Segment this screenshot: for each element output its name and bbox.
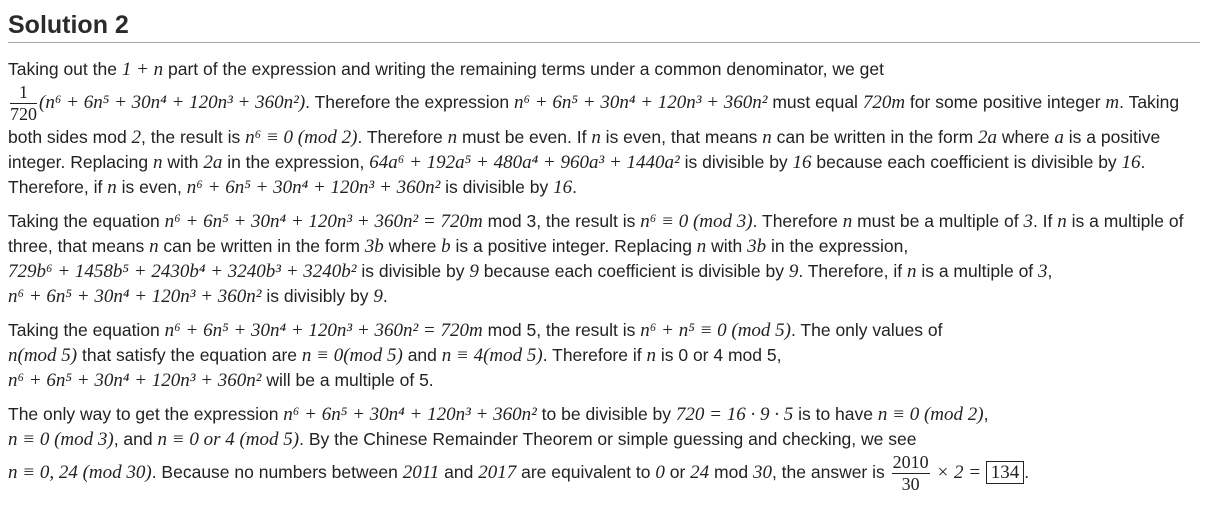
text: mod 5, the result is — [482, 320, 641, 340]
math: 2 — [131, 127, 142, 148]
text: Taking out the — [8, 59, 122, 79]
text: and — [402, 345, 442, 365]
math: 30 — [752, 462, 772, 484]
answer-box: 134 — [986, 461, 1025, 484]
math: 720 = 16 · 9 · 5 — [675, 404, 794, 425]
text: with — [706, 236, 748, 256]
math: n ≡ 4(mod 5) — [441, 345, 543, 366]
math: n⁶ ≡ 0 (mod 3) — [640, 211, 753, 232]
text: Taking the equation — [8, 211, 165, 231]
math: n — [107, 177, 117, 198]
math: b — [441, 236, 451, 257]
text: is even, that means — [600, 127, 763, 147]
math: 2011 — [402, 462, 440, 484]
text: is even, — [116, 177, 187, 197]
text: , the result is — [141, 127, 246, 147]
text: because each coefficient is divisible by — [478, 261, 789, 281]
text: . Therefore if — [542, 345, 647, 365]
text: . By the Chinese Remainder Theorem or simple guessing and checking, we see — [299, 429, 917, 449]
text: that satisfy the equation are — [77, 345, 302, 365]
math: 9 — [788, 261, 799, 282]
text: . The only values of — [791, 320, 943, 340]
text: , — [1047, 261, 1053, 281]
text: , and — [113, 429, 158, 449]
math: n — [696, 236, 707, 257]
text: are equivalent to — [516, 462, 656, 483]
text: . — [1024, 462, 1030, 483]
text: to be divisible by — [536, 404, 676, 424]
math: 2a — [978, 127, 998, 148]
math: 9 — [373, 286, 383, 307]
text: or — [664, 462, 691, 483]
solution-heading: Solution 2 — [8, 0, 1200, 43]
math: n⁶ + 6n⁵ + 30n⁴ + 120n³ + 360n² — [186, 177, 441, 198]
math: 720m — [862, 92, 906, 114]
text: mod — [709, 462, 753, 483]
fraction-denominator: 720 — [10, 104, 37, 124]
math: 2a — [203, 152, 223, 173]
math: n⁶ + 6n⁵ + 30n⁴ + 120n³ + 360n² — [513, 92, 768, 114]
text: must be a multiple of — [852, 211, 1024, 231]
text: is divisible by — [356, 261, 470, 281]
text: can be written in the form — [771, 127, 979, 147]
math: 9 — [469, 261, 479, 282]
fraction-numerator: 2010 — [892, 452, 929, 472]
fraction — [892, 452, 930, 495]
math: n ≡ 0 or 4 (mod 5) — [157, 429, 300, 450]
math: 16 — [553, 177, 573, 198]
fraction-denominator: 30 — [901, 474, 920, 494]
text: is to have — [793, 404, 878, 424]
text: is divisible by — [679, 152, 793, 172]
text: can be written in the form — [158, 236, 365, 256]
text: . Therefore — [752, 211, 843, 231]
fraction — [10, 82, 37, 125]
text: is divisibly by — [261, 286, 374, 306]
text: must equal — [767, 92, 863, 113]
text: in the expression, — [222, 152, 370, 172]
math: n⁶ + 6n⁵ + 30n⁴ + 120n³ + 360n² — [283, 404, 537, 425]
text: is a positive integer. Replacing — [8, 127, 1161, 172]
text: is a multiple of — [916, 261, 1039, 281]
math: 24 — [690, 462, 710, 484]
math: 16 — [792, 152, 812, 173]
paragraph-2 — [8, 209, 1200, 309]
text: , — [983, 404, 989, 424]
text: where — [997, 127, 1055, 147]
text: . Taking both sides mod — [8, 92, 1180, 147]
text: must be even. If — [457, 127, 592, 147]
math: n ≡ 0 (mod 3) — [8, 429, 114, 450]
paragraph-4 — [8, 402, 1200, 495]
text: . — [572, 177, 577, 197]
text: for some positive integer — [905, 92, 1106, 113]
text: is 0 or 4 mod 5, — [655, 345, 782, 365]
math: a — [1054, 127, 1064, 148]
text: because each coefficient is divisible by — [811, 152, 1122, 172]
text: is a positive integer. Replacing — [450, 236, 697, 256]
text: , the answer is — [771, 462, 890, 483]
math: n — [1057, 211, 1067, 232]
math: n⁶ + n⁵ ≡ 0 (mod 5) — [640, 320, 792, 341]
math: n⁶ + 6n⁵ + 30n⁴ + 120n³ + 360n² = 720m — [164, 320, 483, 341]
math: n — [149, 236, 159, 257]
text: . — [382, 286, 388, 306]
math: n — [591, 127, 601, 148]
math: 3 — [1038, 261, 1048, 282]
text: is a multiple of three, that means — [8, 211, 1184, 256]
text: part of the expression and writing the remaining terms under a common denominator, we get — [163, 59, 884, 79]
text: . Therefore, if — [798, 261, 907, 281]
math: 3 — [1023, 211, 1033, 232]
paragraph-1 — [8, 57, 1200, 200]
math: n⁶ + 6n⁵ + 30n⁴ + 120n³ + 360n² — [8, 286, 262, 307]
text: in the expression, — [766, 236, 909, 256]
math: n(mod 5) — [8, 345, 78, 366]
text: will be a multiple of 5. — [261, 370, 434, 390]
math: n⁶ ≡ 0 (mod 2) — [245, 127, 358, 148]
math: 2017 — [478, 462, 517, 484]
math: n — [447, 127, 458, 148]
math: n — [152, 152, 163, 173]
fraction-numerator: 1 — [10, 82, 37, 104]
math: n ≡ 0 (mod 2) — [877, 404, 984, 425]
text: . Therefore the expression — [305, 92, 514, 113]
math: n⁶ + 6n⁵ + 30n⁴ + 120n³ + 360n² = 720m — [164, 211, 483, 232]
math: m — [1105, 92, 1120, 114]
paragraph-3 — [8, 318, 1200, 393]
text: The only way to get the expression — [8, 404, 284, 424]
text: Taking the equation — [8, 320, 165, 340]
text: mod 3, the result is — [482, 211, 641, 231]
math: n⁶ + 6n⁵ + 30n⁴ + 120n³ + 360n² — [8, 370, 262, 391]
math: 0 — [655, 462, 665, 484]
math: n ≡ 0(mod 5) — [301, 345, 403, 366]
text: . Therefore — [357, 127, 448, 147]
math: n — [842, 211, 853, 232]
text: with — [162, 152, 204, 172]
math: n — [646, 345, 656, 366]
math: × 2 = — [931, 462, 986, 484]
math: 729b⁶ + 1458b⁵ + 2430b⁴ + 3240b³ + 3240b² — [8, 261, 357, 282]
text: . Therefore, if — [8, 152, 1146, 197]
text: and — [439, 462, 479, 483]
math: 64a⁶ + 192a⁵ + 480a⁴ + 960a³ + 1440a² — [369, 152, 680, 173]
text: . If — [1032, 211, 1058, 231]
math: 3b — [747, 236, 767, 257]
math: 16 — [1121, 152, 1141, 173]
math: 3b — [364, 236, 384, 257]
math: n ≡ 0, 24 (mod 30) — [8, 462, 152, 484]
math: n — [762, 127, 772, 148]
math: n — [906, 261, 917, 282]
text: where — [383, 236, 442, 256]
text: . Because no numbers between — [151, 462, 403, 483]
math: (n⁶ + 6n⁵ + 30n⁴ + 120n³ + 360n²) — [39, 92, 306, 114]
text: is divisible by — [440, 177, 554, 197]
math: 1 + n — [121, 59, 164, 80]
